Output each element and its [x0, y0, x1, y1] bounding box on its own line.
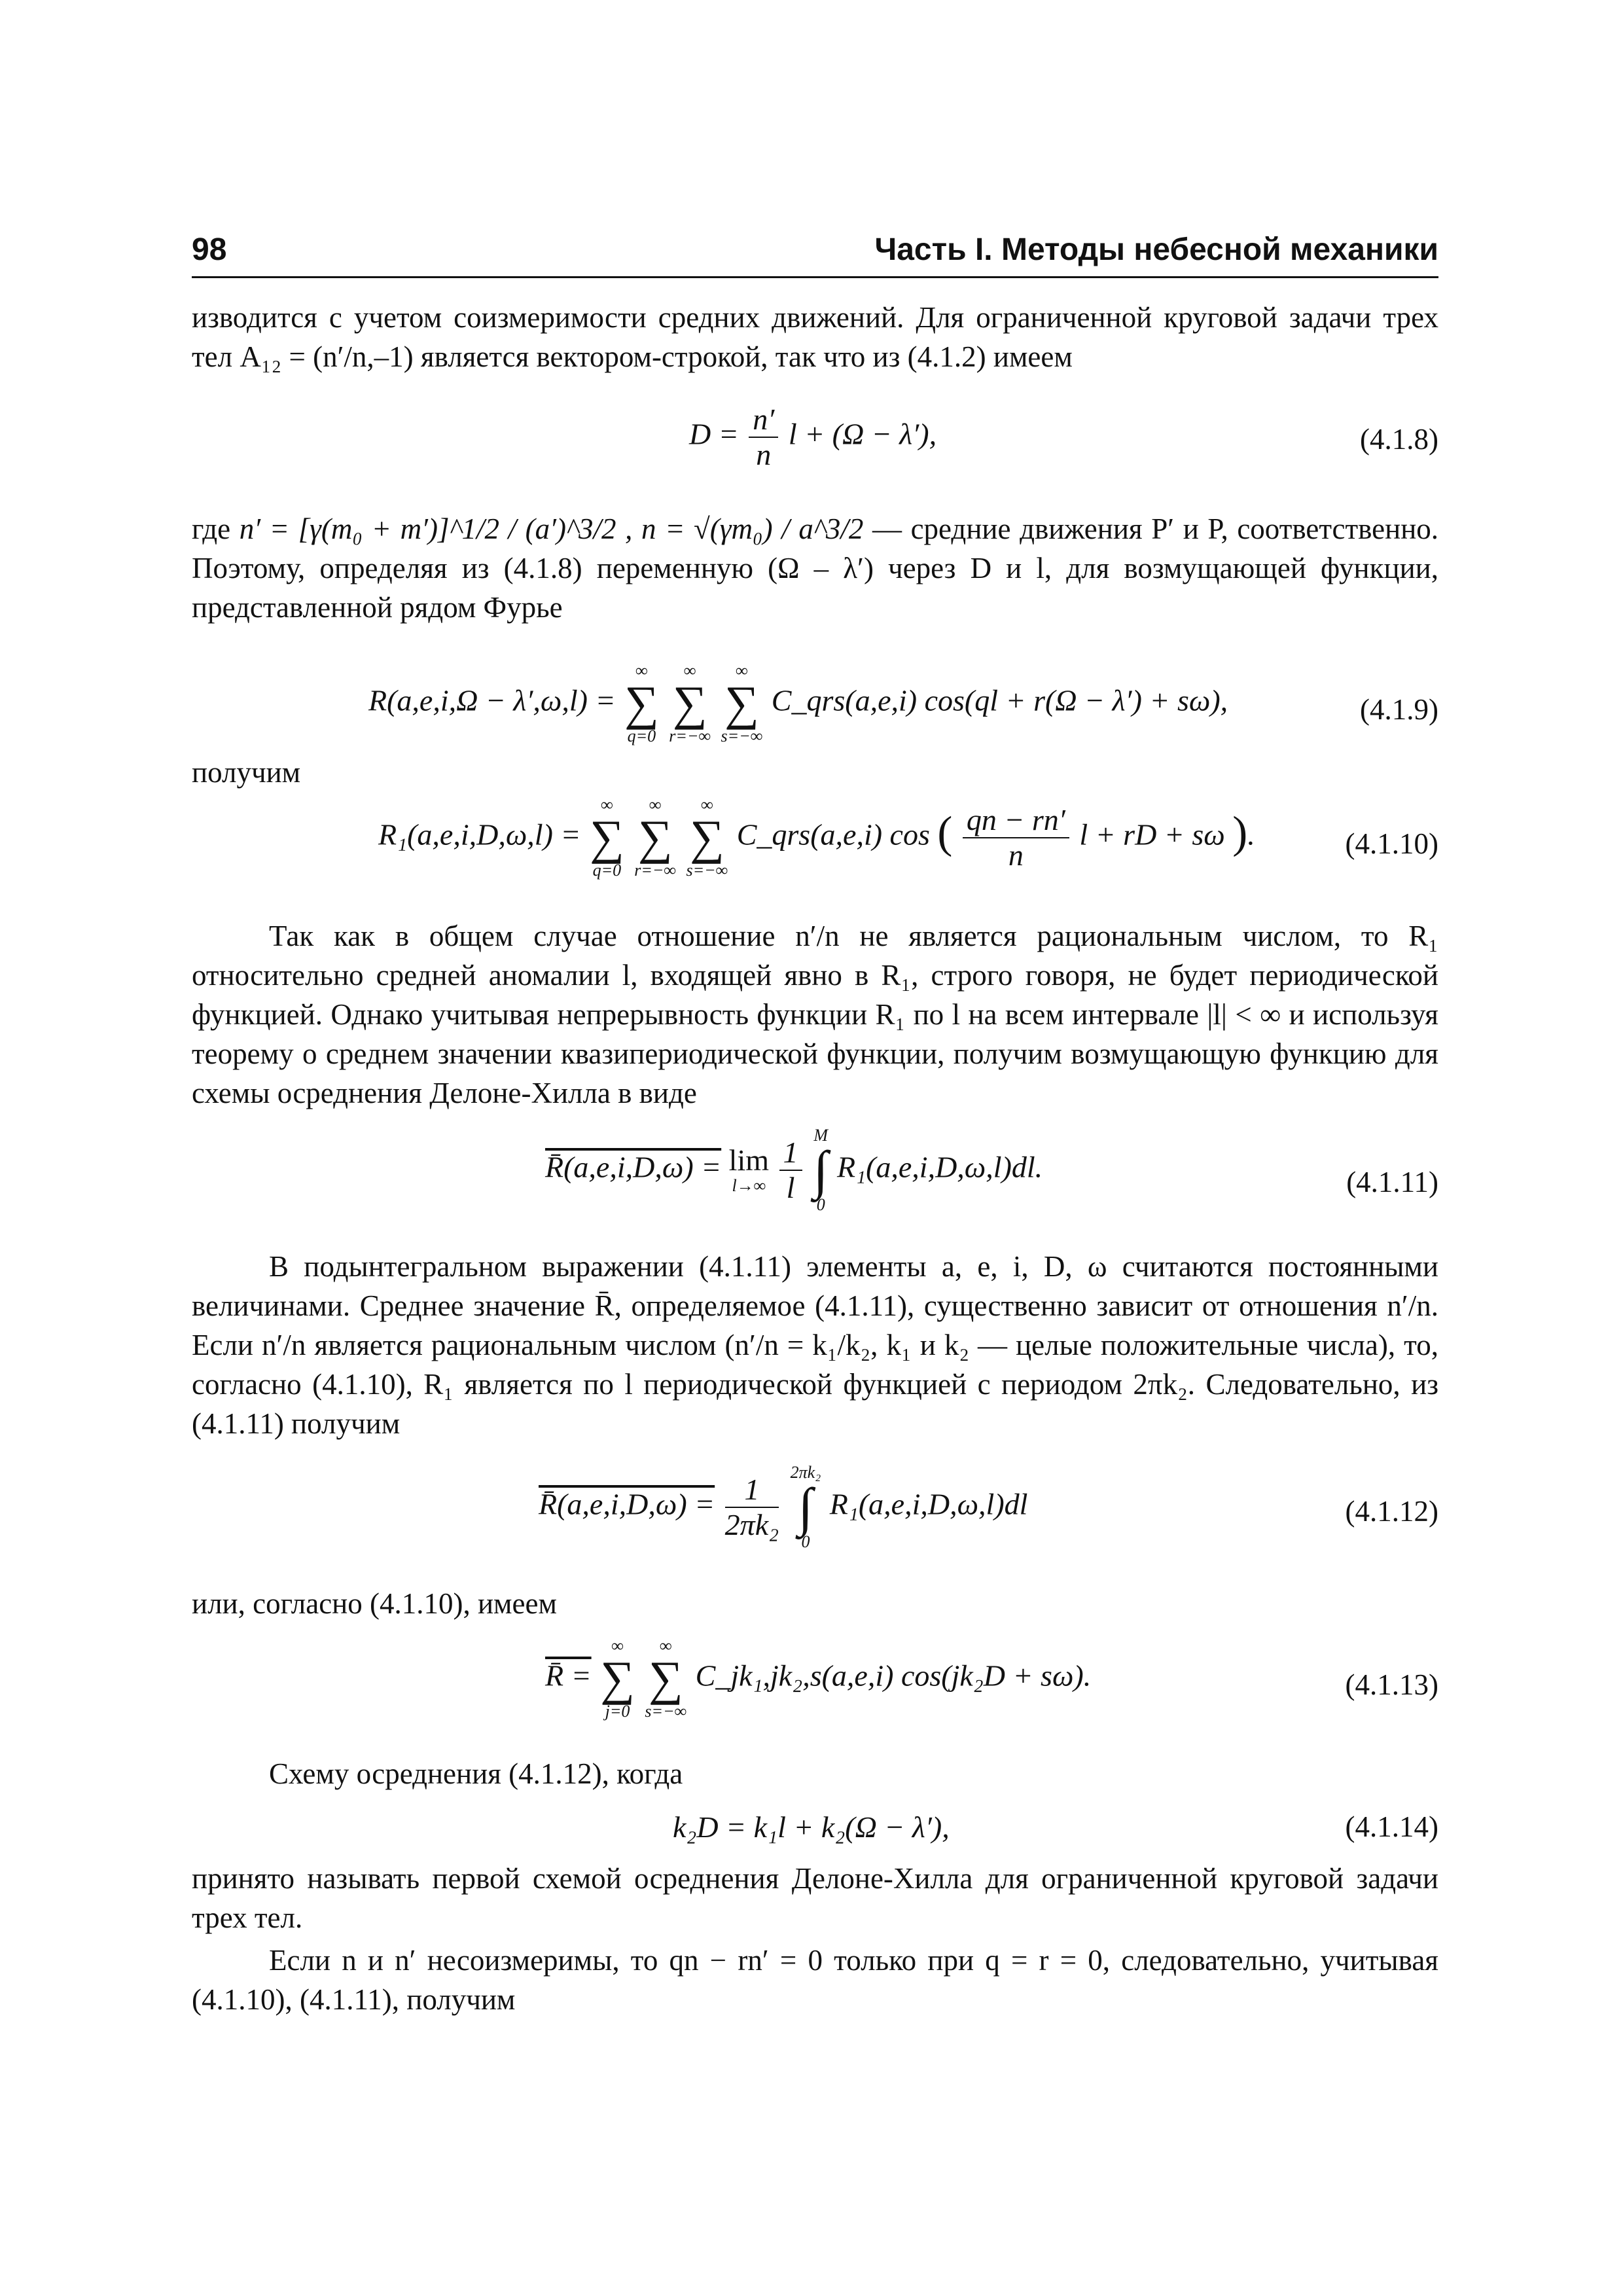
- paragraph-2: где n′ = [γ(m₀ + m′)]^1/2 / (a′)^3/2 , n = √(γm₀) / a^3/2 — средние движения P′ и P, соответственно. Поэтому, определяя из (4.1.8) переменную (Ω – λ′) через D и l, для возмущающей функции, представленной рядом Фурье: [192, 512, 1439, 624]
- sum-r: ∞ ∑ r=−∞: [669, 661, 711, 745]
- paragraph-3: получим: [192, 756, 301, 789]
- sum-s: ∞ ∑ s=−∞: [721, 661, 763, 745]
- equation-4-1-9: R(a,e,i,Ω − λ′,ω,l) = ∞ ∑ q=0 ∞ ∑ r=−∞ ∞ ∑ s=−∞ C_qrs(a,e,i) cos(ql + r(Ω − λ′) + sω), (4.1.9): [368, 661, 1438, 745]
- equation-number: (4.1.10): [1345, 827, 1438, 860]
- equation-number: (4.1.11): [1346, 1166, 1438, 1198]
- paragraph-9: Если n и n′ несоизмеримы, то qn − rn′ = 0 только при q = r = 0, следовательно, учитывая (4.1.10), (4.1.11), получим: [192, 1944, 1438, 2016]
- paragraph-4: Так как в общем случае отношение n′/n не является рациональным числом, то R₁ относительно средней аномалии l, входящей явно в R₁, строго говоря, не будет периодической функцией. Однако учитывая непрерывность функции R₁ по l на всем интервале |l| < ∞ и используя теорему о среднем значении квазипериодической функции, получим возмущающую функцию для схемы осреднения Делоне-Хилла в виде: [192, 920, 1438, 1109]
- equation-number: (4.1.9): [1360, 693, 1438, 726]
- equation-4-1-8: [192, 403, 1438, 481]
- equation-4-1-14: k₂D = k₁l + k₂(Ω − λ′), (4.1.14): [673, 1810, 1438, 1844]
- paragraph-8: принято называть первой схемой осреднения Делоне-Хилла для ограниченной круговой задачи трех тел.: [192, 1862, 1438, 1934]
- formula-n: n = √(γm₀) / a^3/2: [641, 512, 864, 545]
- eq-fraction: $\frac{qn - rn'}{n}$: [963, 803, 1069, 872]
- equation-4-1-12: R̄(a,e,i,D,ω) = $\frac{1}{\text{2πk₂}}$ 2πk₂ ∫ 0 R₁(a,e,i,D,ω,l)dl (4.1.12): [539, 1463, 1438, 1551]
- equation-number: (4.1.12): [1345, 1495, 1438, 1528]
- equation-number: (4.1.8): [1360, 423, 1438, 456]
- equation-number: (4.1.14): [1345, 1810, 1438, 1843]
- running-header: [192, 230, 1438, 278]
- paragraph-5: В подынтегральном выражении (4.1.11) элементы a, e, i, D, ω считаются постоянными величинами. Среднее значение R̄, определяемое (4.1.11), существенно зависит от отношения n′/n. Если n′/n является рациональным числом (n′/n = k₁/k₂, k₁ и k₂ — целые положительные числа), то, согласно (4.1.10), R₁ является по l периодической функцией с периодом 2πk₂. Следовательно, из (4.1.11) получим: [192, 1250, 1438, 1440]
- eq-lhs: D =: [689, 417, 739, 451]
- eq-fraction: $\frac{n'}{n}$: [749, 403, 778, 472]
- chapter-title: Часть I. Методы небесной механики: [874, 232, 1438, 267]
- eq-rhs: l + (Ω − λ′),: [788, 417, 937, 451]
- integral: 2πk₂ ∫ 0: [790, 1463, 821, 1551]
- page-number: 98: [192, 232, 227, 267]
- equation-4-1-13: R̄ = ∞ ∑ j=0 ∞ ∑ s=−∞ C_jk₁,jk₂,s(a,e,i) cos(jk₂D + sω). (4.1.13): [545, 1636, 1438, 1721]
- paragraph-1: изводится с учетом соизмеримости средних движений. Для ограниченной круговой задачи трех тел A₁₂ = (n′/n,–1) является вектором-строкой, так что из (4.1.2) имеем: [192, 301, 1438, 373]
- paragraph-7: Схему осреднения (4.1.12), когда: [269, 1757, 683, 1790]
- equation-4-1-11: R̄(a,e,i,D,ω) = lim l→∞ $\frac{1}{l}$ M ∫ 0 R₁(a,e,i,D,ω,l)dl. (4.1.11): [545, 1126, 1438, 1214]
- equation-number: (4.1.13): [1345, 1668, 1438, 1701]
- equation-4-1-10: R₁(a,e,i,D,ω,l) = ∞ ∑ q=0 ∞ ∑ r=−∞ ∞ ∑ s=−∞ C_qrs(a,e,i) cos ( $\frac{qn - rn'}{n}$ l + rD + sω ). (4.1.10): [378, 795, 1438, 880]
- integral: M ∫ 0: [813, 1126, 829, 1214]
- formula-n-prime: n′ = [γ(m₀ + m′)]^1/2 / (a′)^3/2 ,: [239, 512, 633, 545]
- sum-q: ∞ ∑ q=0: [624, 661, 659, 745]
- paragraph-6: или, согласно (4.1.10), имеем: [192, 1587, 557, 1620]
- limit: lim l→∞: [728, 1143, 770, 1195]
